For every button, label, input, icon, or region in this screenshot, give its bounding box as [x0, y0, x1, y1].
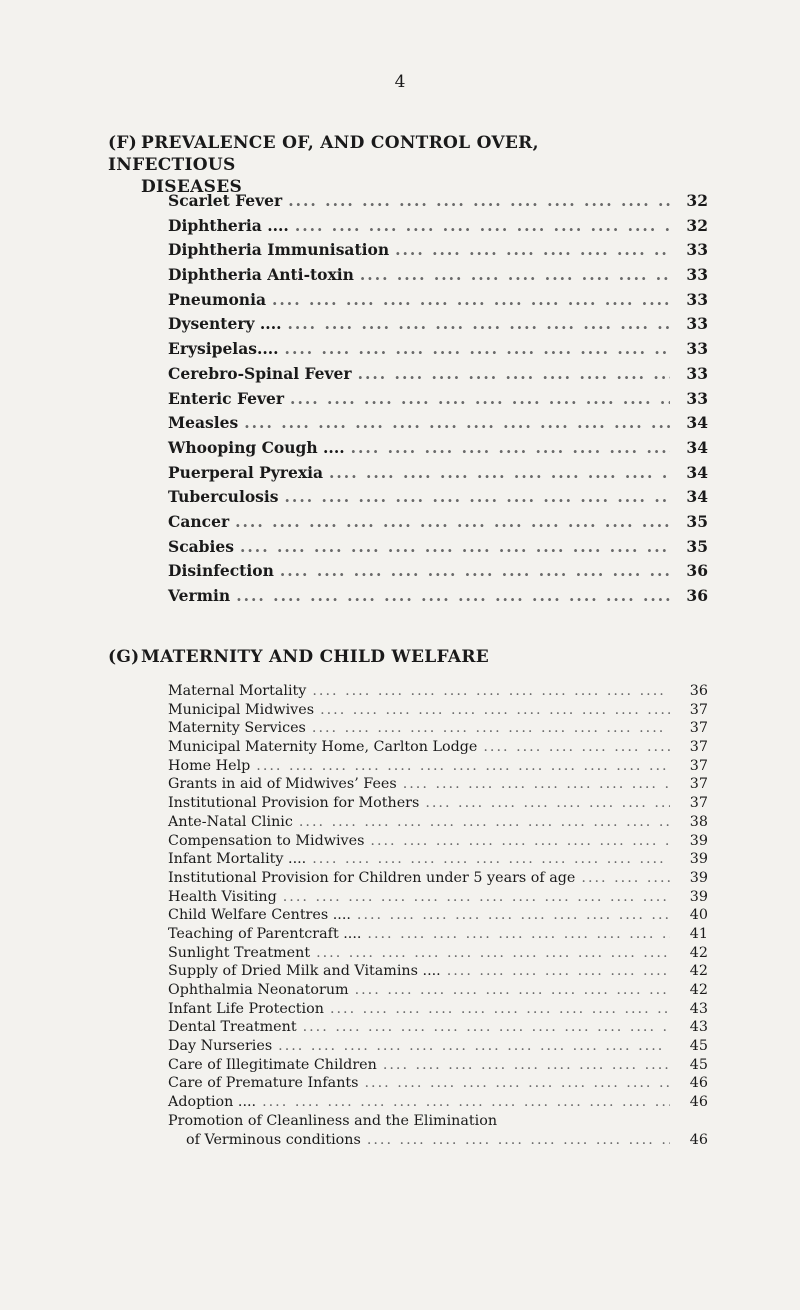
toc-entry-page: 33 — [686, 363, 708, 383]
toc-entry-title: Measles — [168, 413, 239, 433]
toc-entry-page: 33 — [686, 388, 708, 408]
toc-entry-title: Enteric Fever — [168, 388, 285, 408]
dot-leader — [581, 870, 670, 886]
dot-leader — [329, 463, 670, 482]
dot-leader — [303, 1019, 670, 1035]
page-number: 4 — [394, 72, 406, 92]
toc-entry — [168, 1057, 708, 1076]
toc-entry — [168, 1094, 708, 1113]
toc-entry — [168, 537, 708, 562]
toc-entry-title: Teaching of Parentcraft .... — [168, 925, 362, 942]
toc-entry — [168, 982, 708, 1001]
toc-entry-title: Promotion of Cleanliness and the Elimination — [168, 1112, 498, 1129]
toc-entry-page: 33 — [686, 265, 708, 285]
toc-entry-title: Municipal Midwives — [168, 701, 315, 718]
toc-entry — [168, 870, 708, 889]
dot-leader — [262, 1094, 670, 1110]
section-letter: (F) — [108, 133, 138, 153]
toc-entry-page: 37 — [689, 776, 708, 793]
toc-entry-page: 45 — [689, 1038, 708, 1055]
toc-entry — [168, 945, 708, 964]
toc-entry-title: Ophthalmia Neonatorum — [168, 982, 349, 998]
toc-entry — [168, 561, 708, 586]
toc-entry-title: Home Help — [168, 757, 251, 774]
toc-entry-page: 46 — [689, 1131, 708, 1148]
toc-entry-page: 43 — [689, 1000, 708, 1017]
toc-entry-title: Erysipelas.... — [168, 339, 279, 359]
toc-entry — [168, 314, 708, 339]
toc-entry — [168, 926, 708, 945]
dot-leader — [330, 1001, 670, 1017]
dot-leader — [240, 537, 670, 556]
dot-leader — [447, 963, 670, 979]
toc-entry-page: 34 — [686, 413, 708, 433]
dot-leader — [299, 814, 670, 830]
dot-leader — [287, 314, 670, 333]
toc-entry — [168, 776, 708, 795]
dot-leader — [360, 265, 670, 284]
toc-entry-page: 42 — [689, 982, 708, 998]
dot-leader — [244, 413, 670, 432]
toc-entry — [168, 240, 708, 265]
toc-entry-title: Institutional Provision for Mothers — [168, 795, 420, 812]
toc-entry-page: 35 — [686, 536, 708, 556]
toc-entry-title: Supply of Dried Milk and Vitamins .... — [168, 963, 441, 980]
toc-entry-title: Grants in aid of Midwives’ Fees — [168, 776, 397, 793]
dot-leader — [483, 739, 670, 755]
toc-entry-title: Sunlight Treatment — [168, 944, 311, 961]
toc-entry — [168, 1113, 708, 1132]
toc-entry-title: Day Nurseries — [168, 1038, 273, 1055]
toc-entry-title: Whooping Cough .... — [168, 437, 345, 457]
toc-entry — [168, 795, 708, 814]
toc-entry — [168, 1132, 708, 1151]
toc-entry-title: Vermin — [168, 586, 231, 605]
toc-entry — [168, 963, 708, 982]
dot-leader — [403, 776, 670, 792]
toc-entry-title: Diphtheria Immunisation — [168, 240, 390, 260]
toc-entry-page: 34 — [686, 462, 708, 482]
toc-entry — [168, 851, 708, 870]
toc-entry-page: 42 — [689, 944, 708, 961]
toc-entry — [168, 1075, 708, 1094]
toc-entry — [168, 907, 708, 926]
toc-entry-title: Municipal Maternity Home, Carlton Lodge — [168, 739, 478, 756]
toc-entry — [168, 814, 708, 833]
toc-entry-title: Scarlet Fever — [168, 191, 283, 210]
toc-entry-page: 32 — [686, 215, 708, 235]
toc-entry — [168, 758, 708, 777]
toc-entry-title: Puerperal Pyrexia — [168, 462, 324, 482]
toc-entry — [168, 487, 708, 512]
toc-entry — [168, 889, 708, 908]
toc-entry — [168, 739, 708, 758]
toc-list-maternity-child-welfare — [168, 683, 708, 1150]
dot-leader — [351, 438, 670, 457]
section-title-line1: MATERNITY AND CHILD WELFARE — [141, 647, 490, 667]
dot-leader — [295, 216, 670, 235]
toc-entry-title: Institutional Provision for Children under 5 years of age — [168, 869, 576, 886]
toc-entry-title: Care of Illegitimate Children — [168, 1056, 377, 1073]
toc-entry-page: 39 — [689, 888, 708, 905]
section-heading-infectious-diseases — [108, 132, 668, 198]
toc-entry-page: 37 — [689, 739, 708, 756]
toc-entry-page: 33 — [686, 339, 708, 359]
toc-entry — [168, 290, 708, 315]
dot-leader — [395, 240, 670, 259]
toc-entry-page: 33 — [686, 240, 708, 260]
dot-leader — [285, 339, 670, 358]
toc-entry — [168, 438, 708, 463]
toc-entry — [168, 720, 708, 739]
toc-entry-page: 39 — [689, 869, 708, 886]
toc-entry-page: 46 — [689, 1075, 708, 1092]
toc-entry-page: 36 — [686, 586, 708, 605]
section-letter: (G) — [108, 647, 140, 667]
toc-entry-page: 42 — [689, 963, 708, 980]
toc-entry-title: Disinfection — [168, 561, 274, 581]
toc-entry-title: Dysentery .... — [168, 314, 282, 334]
toc-entry-page: 39 — [689, 851, 708, 868]
toc-entry-title: Diphtheria .... — [168, 215, 289, 235]
dot-leader — [283, 889, 670, 905]
toc-entry — [168, 833, 708, 852]
toc-entry-page: 39 — [689, 832, 708, 849]
toc-entry — [168, 339, 708, 364]
dot-leader — [367, 926, 670, 942]
toc-entry-title: Maternal Mortality — [168, 683, 307, 699]
toc-entry-title: Infant Life Protection — [168, 1000, 324, 1017]
toc-entry-page: 36 — [686, 561, 708, 581]
toc-entry — [168, 463, 708, 488]
section-heading-maternity-child-welfare — [108, 646, 668, 668]
dot-leader — [365, 1075, 671, 1091]
dot-leader — [278, 1038, 670, 1054]
section-title-line1: PREVALENCE OF, AND CONTROL OVER, INFECTIOUS — [108, 133, 539, 175]
toc-entry-page: 40 — [689, 907, 708, 924]
toc-entry — [168, 265, 708, 290]
toc-entry-title: Cancer — [168, 511, 230, 531]
toc-entry-page: 46 — [689, 1094, 708, 1111]
toc-entry — [168, 1019, 708, 1038]
dot-leader — [290, 389, 670, 408]
toc-entry-title: Infant Mortality .... — [168, 851, 307, 868]
toc-entry-title: Maternity Services — [168, 720, 306, 737]
dot-leader — [288, 191, 670, 210]
toc-entry-page: 37 — [689, 757, 708, 774]
dot-leader — [312, 720, 670, 736]
toc-entry-page: 41 — [689, 925, 708, 942]
toc-entry — [168, 364, 708, 389]
toc-entry-title: Health Visiting — [168, 888, 277, 905]
toc-entry-page: 37 — [689, 701, 708, 718]
toc-entry-page: 37 — [689, 795, 708, 812]
dot-leader — [236, 586, 670, 605]
toc-entry — [168, 191, 708, 216]
toc-entry — [168, 413, 708, 438]
toc-entry — [168, 683, 708, 702]
toc-entry-title: Ante-Natal Clinic — [168, 813, 293, 830]
toc-entry-title: Diphtheria Anti-toxin — [168, 265, 354, 285]
dot-leader — [358, 364, 670, 383]
toc-entry-page: 33 — [686, 314, 708, 334]
dot-leader — [285, 487, 670, 506]
toc-entry-title: Pneumonia — [168, 289, 266, 309]
toc-entry — [168, 586, 708, 611]
toc-entry-page: 37 — [689, 720, 708, 737]
toc-entry — [168, 216, 708, 241]
toc-entry-title: Dental Treatment — [168, 1019, 297, 1036]
dot-leader — [425, 795, 670, 811]
toc-entry-title: Compensation to Midwives — [168, 832, 365, 849]
toc-list-infectious-diseases — [168, 191, 708, 611]
toc-entry-page: 34 — [686, 487, 708, 507]
dot-leader — [256, 758, 670, 774]
toc-entry-title: Child Welfare Centres .... — [168, 907, 351, 924]
dot-leader — [383, 1057, 670, 1073]
toc-entry-page: 43 — [689, 1019, 708, 1036]
toc-entry-page: 36 — [689, 683, 708, 699]
toc-entry — [168, 702, 708, 721]
dot-leader — [316, 945, 670, 961]
toc-entry-page: 32 — [686, 191, 708, 210]
dot-leader — [370, 833, 670, 849]
section-title-line2: DISEASES — [141, 177, 243, 197]
toc-entry-page: 35 — [686, 511, 708, 531]
dot-leader — [312, 851, 670, 867]
toc-entry-title: Cerebro-Spinal Fever — [168, 363, 352, 383]
toc-entry-title: Scabies — [168, 536, 234, 556]
toc-entry-title: Care of Premature Infants — [168, 1075, 359, 1092]
toc-entry — [168, 1001, 708, 1020]
toc-entry-page: 38 — [689, 813, 708, 830]
toc-entry-title: Tuberculosis — [168, 487, 279, 507]
toc-entry-page: 34 — [686, 437, 708, 457]
toc-entry-title: Adoption .... — [168, 1094, 257, 1111]
dot-leader — [272, 290, 670, 309]
dot-leader — [355, 982, 670, 998]
toc-entry — [168, 389, 708, 414]
dot-leader — [357, 907, 670, 923]
toc-entry — [168, 1038, 708, 1057]
toc-entry-title: of Verminous conditions — [186, 1131, 361, 1148]
dot-leader — [235, 512, 670, 531]
toc-entry-page: 45 — [689, 1056, 708, 1073]
dot-leader — [312, 683, 670, 699]
dot-leader — [280, 561, 670, 580]
dot-leader — [320, 702, 670, 718]
dot-leader — [367, 1132, 670, 1148]
toc-entry — [168, 512, 708, 537]
toc-entry-page: 33 — [686, 289, 708, 309]
